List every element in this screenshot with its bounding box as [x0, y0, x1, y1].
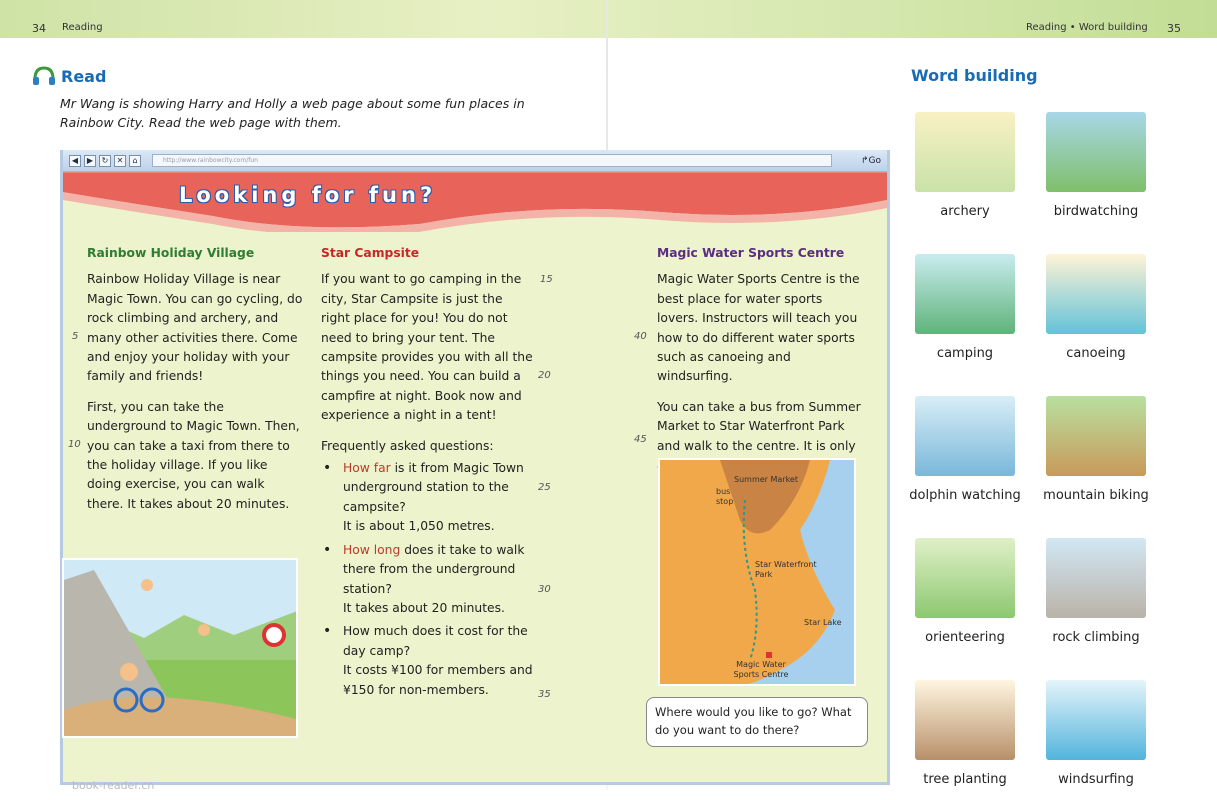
tree-planting-picture	[915, 680, 1015, 760]
col2-paragraph-1: If you want to go camping in the city, Star Campsite is just the right place for you! You do not need to bring your tent. The campsite provides you with all the things you need. You can build a campfire at night. Book now and experience a night in a tent!	[321, 272, 533, 423]
faq-answer: It is about 1,050 metres.	[343, 519, 495, 534]
page-number-right: 35	[1167, 22, 1181, 35]
column-rainbow-holiday-village	[87, 244, 303, 525]
dolphin-watching-picture	[915, 396, 1015, 476]
word-label: rock climbing	[1052, 630, 1140, 645]
line-number: 15	[540, 274, 553, 285]
col1-paragraph-1: Rainbow Holiday Village is near Magic Town. You can go cycling, do rock climbing and archery, and many other activities there. Come and enjoy your holiday with your family and friends!	[87, 272, 303, 384]
heading-rainbow-holiday-village: Rainbow Holiday Village	[87, 246, 255, 260]
line-number: 20	[538, 370, 551, 381]
line-number: 25	[538, 482, 551, 493]
col3-paragraph-2: You can take a bus from Summer Market to Star Waterfront Park and walk to the centre. It is only	[657, 399, 861, 453]
close-icon[interactable]: ✕	[114, 155, 126, 167]
map-label-park: Star Waterfront Park	[755, 560, 817, 579]
line-number: 45	[634, 434, 647, 445]
refresh-icon[interactable]: ↻	[99, 155, 111, 167]
line-number: 10	[68, 439, 81, 450]
faq-question: • How far is it from Magic Town underground station to the campsite?	[321, 459, 533, 517]
line-number: 30	[538, 584, 551, 595]
map-label-water-sports-centre: Magic Water Sports Centre	[733, 660, 789, 679]
col3-paragraph-1: Magic Water Sports Centre is the best place for water sports lovers. Instructors will teach you how to do different water sports such as canoeing and windsurfing.	[657, 272, 860, 384]
line-number: 40	[634, 331, 647, 342]
word-item-tree-planting	[905, 680, 1025, 787]
word-item-windsurfing	[1036, 680, 1156, 787]
go-arrow-icon: ↱	[860, 155, 869, 166]
col1-paragraph-2: First, you can take the underground to Magic Town. Then, you can take a taxi from there to the holiday village. If you like doing exercise, you can walk there. It takes about 20 minutes.	[87, 399, 300, 511]
browser-toolbar	[63, 150, 887, 172]
section-label-right: Reading • Word building	[1026, 22, 1148, 33]
canoeing-picture	[1046, 254, 1146, 334]
home-icon[interactable]: ⌂	[129, 155, 141, 167]
holiday-village-illustration	[62, 558, 298, 738]
line-number: 5	[72, 331, 79, 342]
word-label: windsurfing	[1058, 772, 1134, 787]
word-building-title: Word building	[911, 66, 1038, 85]
heading-star-campsite: Star Campsite	[321, 246, 420, 260]
word-item-orienteering	[905, 538, 1025, 645]
column-star-campsite	[321, 244, 533, 704]
word-label: orienteering	[925, 630, 1005, 645]
banner-title: Looking for fun?	[179, 183, 437, 207]
word-label: tree planting	[923, 772, 1007, 787]
faq-question: • How much does it cost for the day camp?	[321, 622, 533, 661]
word-item-archery	[905, 112, 1025, 219]
faq-title: Frequently asked questions:	[321, 438, 494, 453]
watermark: book-reader.cn	[72, 779, 155, 792]
map-label-bus-stop: bus stop	[716, 487, 734, 506]
faq-list	[321, 459, 533, 700]
go-button[interactable]: ↱Go	[860, 155, 881, 166]
headphones-icon	[32, 66, 56, 86]
birdwatching-picture	[1046, 112, 1146, 192]
word-label: canoeing	[1066, 346, 1126, 361]
word-label: archery	[940, 204, 990, 219]
faq-answer: It costs ¥100 for members and ¥150 for non-members.	[343, 663, 533, 697]
speech-bubble: Where would you like to go? What do you want to do there?	[646, 697, 868, 747]
word-item-dolphin-watching	[905, 396, 1025, 503]
word-label: birdwatching	[1053, 204, 1139, 219]
back-icon[interactable]: ◀	[69, 155, 81, 167]
word-item-camping	[905, 254, 1025, 361]
word-label: mountain biking	[1043, 488, 1149, 503]
archery-picture	[915, 112, 1015, 192]
forward-icon[interactable]: ▶	[84, 155, 96, 167]
windsurfing-picture	[1046, 680, 1146, 760]
line-number: 35	[538, 689, 551, 700]
orienteering-picture	[915, 538, 1015, 618]
word-item-canoeing	[1036, 254, 1156, 361]
read-heading	[32, 66, 106, 86]
section-label-left: Reading	[62, 22, 103, 33]
faq-answer: It takes about 20 minutes.	[343, 600, 505, 615]
address-bar[interactable]: http://www.rainbowcity.com/fun	[152, 154, 832, 167]
rainbow-city-map	[658, 458, 856, 686]
mountain-biking-picture	[1046, 396, 1146, 476]
map-label-star-lake: Star Lake	[804, 618, 842, 627]
faq-question: • How long does it take to walk there from the underground station?	[321, 541, 533, 599]
camping-picture	[915, 254, 1015, 334]
read-intro: Mr Wang is showing Harry and Holly a web page about some fun places in Rainbow City. Read the web page with them.	[60, 96, 525, 130]
word-label: camping	[936, 346, 994, 361]
word-item-rock-climbing	[1036, 538, 1156, 645]
word-item-mountain-biking	[1036, 396, 1156, 503]
read-title: Read	[61, 66, 107, 86]
word-label: dolphin watching	[909, 488, 1021, 503]
rock-climbing-picture	[1046, 538, 1146, 618]
page-number-left: 34	[32, 22, 46, 35]
heading-magic-water-sports-centre: Magic Water Sports Centre	[657, 246, 845, 260]
column-magic-water-sports-centre	[657, 244, 867, 486]
word-item-birdwatching	[1036, 112, 1156, 219]
map-label-summer-market: Summer Market	[734, 475, 798, 484]
